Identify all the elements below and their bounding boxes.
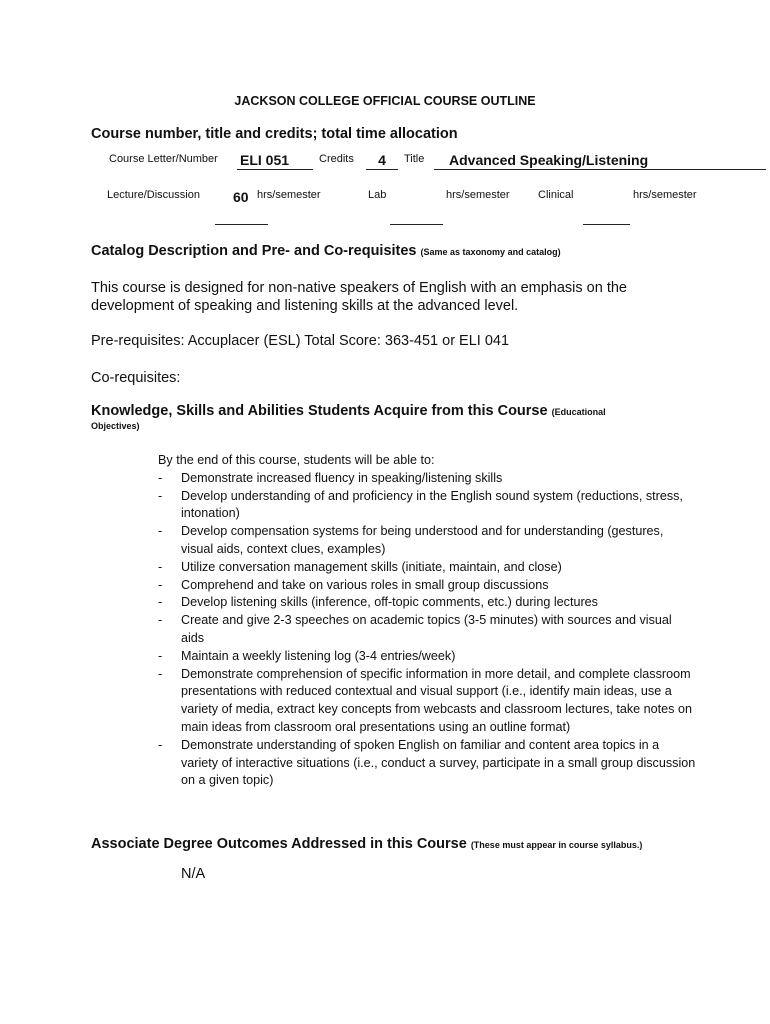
objective-item	[158, 648, 698, 666]
objective-text: Comprehend and take on various roles in small group discussions	[181, 577, 549, 592]
course-title-value: Advanced Speaking/Listening	[449, 152, 649, 168]
objective-text: Maintain a weekly listening log (3-4 entries/week)	[181, 648, 456, 663]
objective-text: Demonstrate understanding of spoken English on familiar and content area topics in a variety of interactive situations (i.e., conduct a survey, participate in a small group discussion on a given topic)	[181, 737, 696, 788]
corequisites-text: Co-requisites:	[91, 370, 181, 386]
bullet-dash: -	[158, 595, 163, 610]
objective-item	[158, 470, 698, 488]
objectives-heading-note-continued: Objectives)	[91, 421, 140, 431]
lab-label: Lab	[368, 189, 387, 201]
outcomes-heading-note: (These must appear in course syllabus.)	[470, 840, 643, 850]
lecture-hrs-label: hrs/semester	[257, 189, 321, 201]
objective-item	[158, 594, 698, 612]
credits-label: Credits	[319, 153, 354, 165]
objective-item	[158, 577, 698, 595]
objectives-intro: By the end of this course, students will be able to:	[158, 453, 435, 467]
objective-item	[158, 737, 698, 790]
catalog-heading-note: (Same as taxonomy and catalog)	[420, 247, 561, 257]
objective-text: Develop listening skills (inference, off-topic comments, etc.) during lectures	[181, 595, 598, 610]
objectives-list	[158, 452, 698, 790]
course-info-heading: Course number, title and credits; total time allocation	[91, 126, 458, 142]
objective-item	[158, 488, 698, 524]
lab-hours-underline	[390, 224, 443, 225]
bullet-dash: -	[158, 666, 163, 681]
credits-value: 4	[378, 152, 386, 168]
course-letter-label: Course Letter/Number	[109, 153, 218, 165]
catalog-heading-text: Catalog Description and Pre- and Co-requisites	[91, 243, 417, 259]
outcomes-value: N/A	[181, 866, 206, 882]
course-letter-field	[237, 152, 313, 170]
objective-text: Develop compensation systems for being understood and for understanding (gestures, visual aids, context clues, examples)	[181, 524, 664, 556]
lecture-value: 60	[233, 189, 249, 205]
objective-item	[158, 523, 698, 559]
lab-hrs-label: hrs/semester	[446, 189, 510, 201]
outcomes-heading-text: Associate Degree Outcomes Addressed in this Course	[91, 836, 467, 852]
bullet-dash: -	[158, 488, 163, 503]
credits-field	[366, 152, 398, 170]
lecture-label: Lecture/Discussion	[107, 189, 200, 201]
objective-text: Demonstrate increased fluency in speaking/listening skills	[181, 470, 503, 485]
catalog-description: This course is designed for non-native speakers of English with an emphasis on the development of speaking and listening skills at the advanced level.	[91, 280, 627, 314]
lecture-hours-underline	[215, 224, 268, 225]
bullet-dash: -	[158, 648, 163, 663]
bullet-dash: -	[158, 737, 163, 752]
clinical-hrs-label: hrs/semester	[633, 189, 697, 201]
catalog-heading	[91, 243, 561, 259]
objective-item	[158, 666, 698, 737]
objective-text: Create and give 2-3 speeches on academic topics (3-5 minutes) with sources and visual aids	[181, 613, 672, 645]
objective-text: Demonstrate comprehension of specific information in more detail, and complete classroom presentations with reduced contextual and visual support (i.e., identify main ideas, use a variety of media, extract key concepts from webcasts and classroom lectures, take notes on main ideas from classroom oral presentations using an outline format)	[181, 666, 692, 734]
clinical-label: Clinical	[538, 189, 574, 201]
objective-text: Develop understanding of and proficiency in the English sound system (reductions, stress, intonation)	[181, 488, 683, 521]
objective-item	[158, 559, 698, 577]
bullet-dash: -	[158, 559, 163, 574]
objective-item	[158, 612, 698, 648]
prerequisites-text: Pre-requisites: Accuplacer (ESL) Total Score: 363-451 or ELI 041	[91, 333, 510, 349]
clinical-hours-underline	[583, 224, 630, 225]
objectives-heading	[91, 403, 606, 419]
bullet-dash: -	[158, 613, 163, 628]
course-title-field	[434, 152, 766, 170]
objectives-heading-note: (Educational	[551, 407, 606, 417]
document-title: JACKSON COLLEGE OFFICIAL COURSE OUTLINE	[234, 94, 536, 108]
bullet-dash: -	[158, 524, 163, 539]
course-letter-value: ELI 051	[240, 152, 290, 168]
objective-items	[158, 470, 698, 790]
outcomes-heading	[91, 836, 642, 852]
objective-text: Utilize conversation management skills (initiate, maintain, and close)	[181, 559, 562, 574]
objectives-heading-text: Knowledge, Skills and Abilities Students Acquire from this Course	[91, 403, 548, 419]
bullet-dash: -	[158, 470, 163, 485]
title-label: Title	[404, 153, 425, 165]
bullet-dash: -	[158, 577, 163, 592]
